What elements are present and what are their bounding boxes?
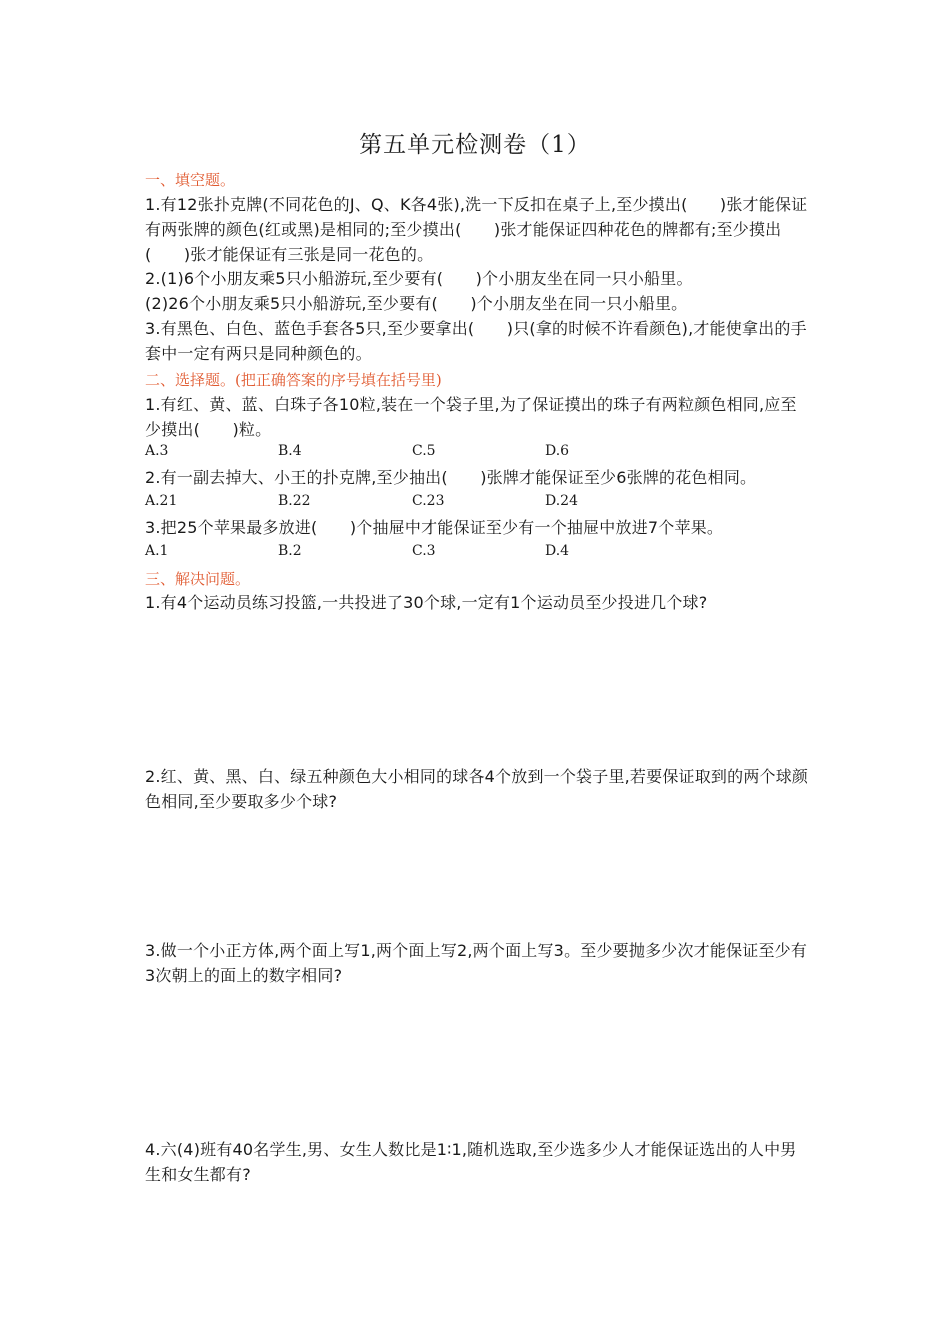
page-title: 第五单元检测卷（1） <box>359 132 591 158</box>
solve-question-2: 2.红、黄、黑、白、绿五种颜色大小相同的球各4个放到一个袋子里,若要保证取到的两个球颜色相同,至少要取多少个球? <box>145 767 809 811</box>
fill-question-1: 1.有12张扑克牌(不同花色的J、Q、K各4张),洗一下反扣在桌子上,至少摸出( )张才能保证有两张牌的颜色(红或黑)是相同的;至少摸出( )张才能保证四种花色的牌都有;至少摸出( )张才能保证有三张是同一花色的。 <box>145 195 808 264</box>
option-d: D.6 <box>545 443 570 459</box>
solve-question-4: 4.六(4)班有40名学生,男、女生人数比是1∶1,随机选取,至少选多少人才能保证选出的人中男生和女生都有? <box>145 1140 797 1184</box>
fill-question-3: 3.有黑色、白色、蓝色手套各5只,至少要拿出( )只(拿的时候不许看颜色),才能使拿出的手套中一定有两只是同种颜色的。 <box>145 319 807 363</box>
option-b: B.2 <box>278 543 302 559</box>
section-fill-heading: 一、填空题。 <box>145 171 236 189</box>
option-d: D.4 <box>545 543 570 559</box>
option-a: A.3 <box>145 443 169 459</box>
option-c: C.23 <box>412 493 445 509</box>
option-c: C.5 <box>412 443 436 459</box>
option-d: D.24 <box>545 493 578 509</box>
choice-question-2: 2.有一副去掉大、小王的扑克牌,至少抽出( )张牌才能保证至少6张牌的花色相同。 <box>145 468 757 487</box>
option-a: A.21 <box>145 493 178 509</box>
solve-question-3: 3.做一个小正方体,两个面上写1,两个面上写2,两个面上写3。至少要抛多少次才能保证至少有3次朝上的面上的数字相同? <box>145 941 808 985</box>
choice-question-3: 3.把25个苹果最多放进( )个抽屉中才能保证至少有一个抽屉中放进7个苹果。 <box>145 518 724 537</box>
option-c: C.3 <box>412 543 436 559</box>
option-b: B.4 <box>278 443 302 459</box>
option-b: B.22 <box>278 493 311 509</box>
section-choice-heading: 二、选择题。(把正确答案的序号填在括号里) <box>145 371 442 389</box>
fill-question-2-1: 2.(1)6个小朋友乘5只小船游玩,至少要有( )个小朋友坐在同一只小船里。 <box>145 269 693 288</box>
choice-question-1: 1.有红、黄、蓝、白珠子各10粒,装在一个袋子里,为了保证摸出的珠子有两粒颜色相同,应至少摸出( )粒。 <box>145 395 797 439</box>
solve-question-1: 1.有4个运动员练习投篮,一共投进了30个球,一定有1个运动员至少投进几个球? <box>145 593 708 612</box>
section-solve-heading: 三、解决问题。 <box>145 570 251 588</box>
option-a: A.1 <box>145 543 169 559</box>
fill-question-2-2: (2)26个小朋友乘5只小船游玩,至少要有( )个小朋友坐在同一只小船里。 <box>145 294 688 313</box>
